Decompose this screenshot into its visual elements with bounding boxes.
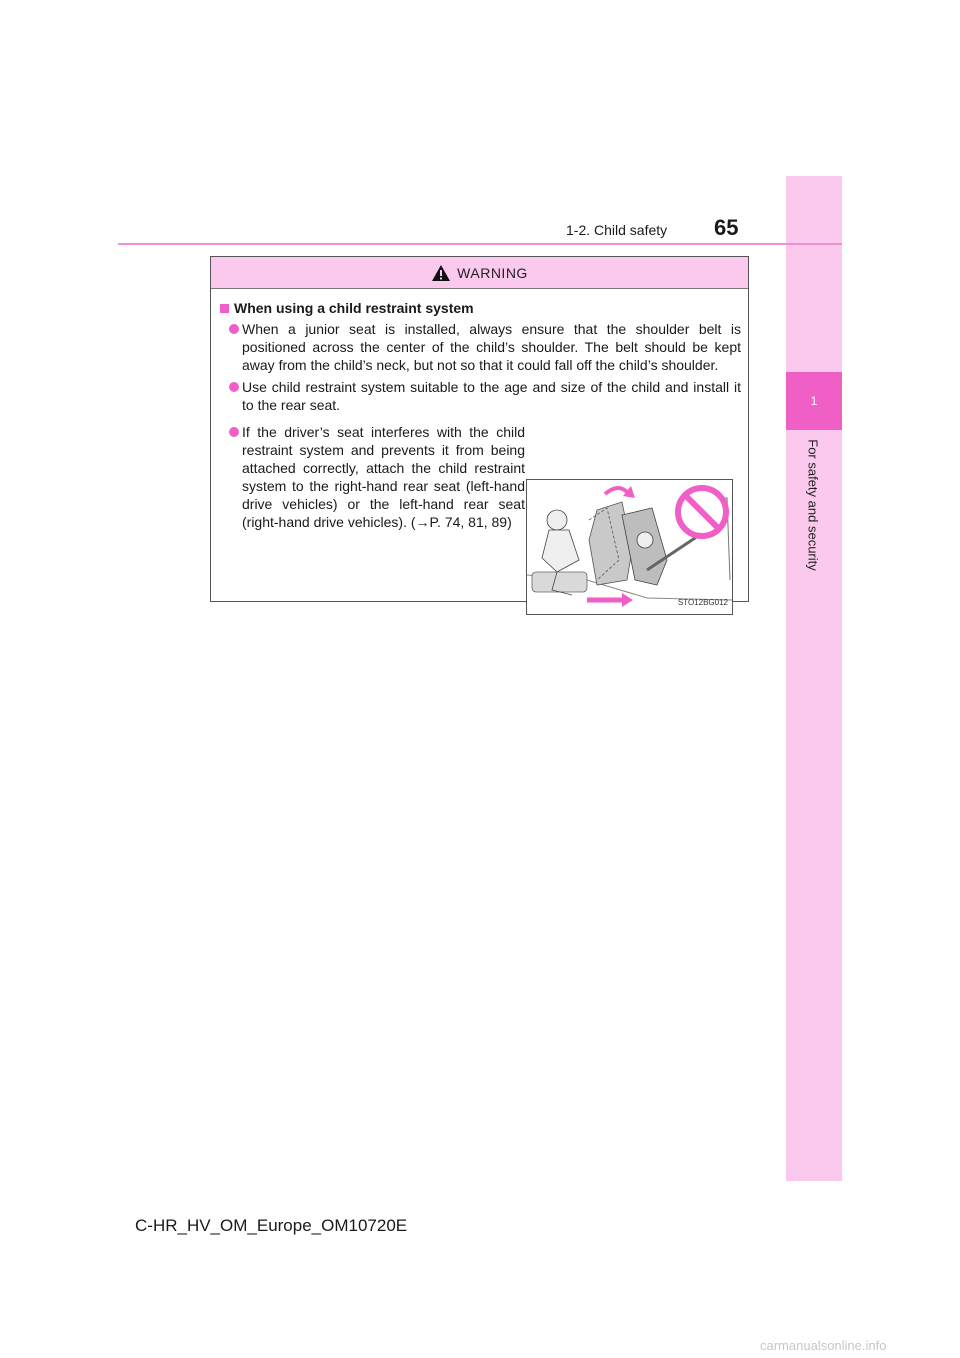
warning-heading-text: When using a child restraint system: [234, 300, 474, 316]
warning-bullet: [220, 378, 741, 414]
warning-bullet: [220, 423, 525, 531]
square-bullet-icon: [220, 304, 229, 313]
warning-bullet-text: Use child restraint system suitable to the age and size of the child and install it to the rear seat.: [242, 379, 741, 413]
bullet-dot-icon: [229, 382, 239, 392]
warning-header: [211, 257, 748, 289]
warning-heading: [220, 299, 741, 317]
figure-code: STO12BG012: [677, 598, 728, 607]
warning-title: WARNING: [457, 264, 528, 281]
chapter-number-tab: 1: [786, 372, 842, 430]
warning-body: [211, 289, 748, 607]
warning-triangle-icon: [431, 264, 451, 282]
page-number: 65: [714, 215, 739, 240]
watermark: carmanualsonline.info: [760, 1338, 887, 1353]
side-tab: [786, 176, 842, 1181]
child-seat-illustration: [526, 479, 733, 615]
warning-bullet-text: If the driver’s seat interferes with the child restraint system and prevents it from being attached correctly, attach the child restraint system to the right-hand rear seat (left-hand drive vehicles) or the left-hand rear seat (right-hand drive vehicles). (→P. 74, 81, 89): [242, 424, 525, 530]
header-divider: [118, 243, 842, 245]
warning-bullet: [220, 320, 741, 374]
bullet-dot-icon: [229, 427, 239, 437]
chapter-title-vertical: For safety and security: [805, 439, 821, 571]
section-title: 1-2. Child safety: [566, 222, 668, 238]
bullet-dot-icon: [229, 324, 239, 334]
document-id: C-HR_HV_OM_Europe_OM10720E: [135, 1216, 408, 1235]
warning-bullet-text: When a junior seat is installed, always ensure that the shoulder belt is positioned across the center of the child’s shoulder. The belt should be kept away from the child’s neck, but not so that it could fall off the child’s shoulder.: [242, 321, 741, 373]
warning-box: [210, 256, 749, 607]
